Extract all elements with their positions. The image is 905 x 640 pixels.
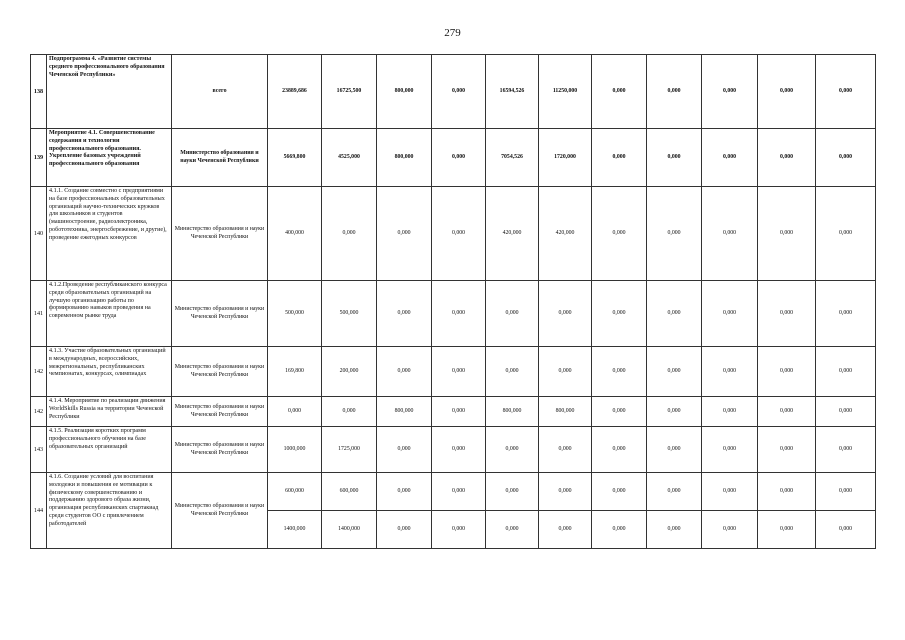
table-row <box>31 473 876 511</box>
amount-cell: 0,000 <box>702 397 758 427</box>
amount-cell: 0,000 <box>432 397 486 427</box>
measure-name: 4.1.4. Мероприятие по реализации движения WorldSkills Russia на территории Чеченской Республики <box>47 397 172 427</box>
amount-cell: 600,000 <box>322 473 377 511</box>
amount-cell: 0,000 <box>702 427 758 473</box>
amount-cell: 0,000 <box>539 511 592 549</box>
amount-cell: 0,000 <box>702 281 758 347</box>
amount-cell: 0,000 <box>647 473 702 511</box>
amount-cell: 500,000 <box>322 281 377 347</box>
amount-cell: 0,000 <box>758 511 816 549</box>
amount-cell: 0,000 <box>432 281 486 347</box>
row-number: 140 <box>31 187 47 281</box>
amount-cell: 0,000 <box>377 473 432 511</box>
amount-cell: 0,000 <box>758 427 816 473</box>
amount-cell: 0,000 <box>816 427 876 473</box>
row-number: 142 <box>31 397 47 427</box>
amount-cell: 200,000 <box>322 347 377 397</box>
amount-cell: 1720,000 <box>539 129 592 187</box>
amount-cell: 0,000 <box>432 129 486 187</box>
amount-cell: 420,000 <box>486 187 539 281</box>
amount-cell: 0,000 <box>702 55 758 129</box>
amount-cell: 800,000 <box>377 129 432 187</box>
measure-name: 4.1.1. Создание совместно с предприятиями на базе профессиональных образовательных организаций научно-технических кружков для школьников и студентов (машиностроение, радиоэлектроника, робототехника, энергосбережение, и другие), проведение ежегодных конкурсов <box>47 187 172 281</box>
amount-cell: 0,000 <box>486 347 539 397</box>
amount-cell: 0,000 <box>592 347 647 397</box>
amount-cell: 0,000 <box>377 347 432 397</box>
amount-cell: 0,000 <box>647 281 702 347</box>
amount-cell: 169,800 <box>268 347 322 397</box>
amount-cell: 420,000 <box>539 187 592 281</box>
table-row <box>31 129 876 187</box>
amount-cell: 1000,000 <box>268 427 322 473</box>
amount-cell: 0,000 <box>702 511 758 549</box>
amount-cell: 0,000 <box>539 347 592 397</box>
row-number: 143 <box>31 427 47 473</box>
amount-cell: 0,000 <box>758 55 816 129</box>
amount-cell: 0,000 <box>377 281 432 347</box>
amount-cell: 11250,000 <box>539 55 592 129</box>
amount-cell: 0,000 <box>647 55 702 129</box>
amount-cell: 0,000 <box>432 347 486 397</box>
amount-cell: 0,000 <box>758 397 816 427</box>
amount-cell: 0,000 <box>486 427 539 473</box>
amount-cell: 0,000 <box>647 347 702 397</box>
budget-table <box>30 54 876 549</box>
measure-name: Подпрограмма 4. «Развитие системы среднего профессионального образования Чеченской Республики» <box>47 55 172 129</box>
amount-cell: 16725,500 <box>322 55 377 129</box>
amount-cell: 400,000 <box>268 187 322 281</box>
amount-cell: 0,000 <box>647 129 702 187</box>
amount-cell: 23889,686 <box>268 55 322 129</box>
amount-cell: 0,000 <box>432 427 486 473</box>
executor: Министерство образования и науки Чеченской Республики <box>172 281 268 347</box>
amount-cell: 0,000 <box>322 397 377 427</box>
amount-cell: 0,000 <box>432 187 486 281</box>
amount-cell: 0,000 <box>647 397 702 427</box>
amount-cell: 1400,000 <box>322 511 377 549</box>
amount-cell: 800,000 <box>539 397 592 427</box>
measure-name: 4.1.3. Участие образовательных организаций в международных, всероссийских, межрегиональных, республиканских чемпионатах, конкурсах, олимпиадах <box>47 347 172 397</box>
amount-cell: 0,000 <box>539 427 592 473</box>
amount-cell: 0,000 <box>486 511 539 549</box>
amount-cell: 1725,000 <box>322 427 377 473</box>
amount-cell: 0,000 <box>377 427 432 473</box>
amount-cell: 0,000 <box>486 473 539 511</box>
amount-cell: 800,000 <box>486 397 539 427</box>
executor: всего <box>172 55 268 129</box>
amount-cell: 800,000 <box>377 55 432 129</box>
executor: Министерство образования и науки Чеченской Республики <box>172 427 268 473</box>
amount-cell: 0,000 <box>486 281 539 347</box>
amount-cell: 0,000 <box>647 511 702 549</box>
amount-cell: 0,000 <box>816 473 876 511</box>
amount-cell: 0,000 <box>592 129 647 187</box>
amount-cell: 0,000 <box>816 187 876 281</box>
amount-cell: 4525,000 <box>322 129 377 187</box>
amount-cell: 0,000 <box>816 55 876 129</box>
amount-cell: 0,000 <box>816 347 876 397</box>
amount-cell: 0,000 <box>592 55 647 129</box>
executor: Министерство образования и науки Чеченской Республики <box>172 187 268 281</box>
amount-cell: 0,000 <box>322 187 377 281</box>
row-number: 139 <box>31 129 47 187</box>
executor: Министерство образования и науки Чеченской Республики <box>172 129 268 187</box>
measure-name: 4.1.6. Создание условий для воспитания молодежи и повышения ее мотивации к физическому совершенствованию и поддержанию здорового образа жизни, организация республиканских спартакиад среди студентов ОО с привлечением работодателей <box>47 473 172 549</box>
amount-cell: 0,000 <box>702 129 758 187</box>
page-number: 279 <box>444 27 461 39</box>
amount-cell: 0,000 <box>816 281 876 347</box>
row-number: 144 <box>31 473 47 549</box>
amount-cell: 0,000 <box>702 473 758 511</box>
amount-cell: 0,000 <box>592 427 647 473</box>
table-row <box>31 347 876 397</box>
amount-cell: 0,000 <box>816 511 876 549</box>
amount-cell: 800,000 <box>377 397 432 427</box>
amount-cell: 0,000 <box>432 511 486 549</box>
amount-cell: 0,000 <box>432 473 486 511</box>
amount-cell: 0,000 <box>432 55 486 129</box>
table-row <box>31 55 876 129</box>
table-row <box>31 397 876 427</box>
amount-cell: 0,000 <box>377 187 432 281</box>
amount-cell: 0,000 <box>758 129 816 187</box>
amount-cell: 0,000 <box>816 397 876 427</box>
amount-cell: 0,000 <box>758 347 816 397</box>
amount-cell: 0,000 <box>592 187 647 281</box>
amount-cell: 500,000 <box>268 281 322 347</box>
amount-cell: 0,000 <box>268 397 322 427</box>
table-row <box>31 187 876 281</box>
amount-cell: 7054,526 <box>486 129 539 187</box>
amount-cell: 0,000 <box>592 511 647 549</box>
measure-name: 4.1.2.Проведение республиканского конкурса среди образовательных организаций на лучшую организацию работы по формированию навыков проведения на современном рынке труда <box>47 281 172 347</box>
amount-cell: 0,000 <box>592 473 647 511</box>
amount-cell: 0,000 <box>758 187 816 281</box>
amount-cell: 1400,000 <box>268 511 322 549</box>
table-body <box>31 55 876 549</box>
amount-cell: 0,000 <box>816 129 876 187</box>
amount-cell: 0,000 <box>758 473 816 511</box>
row-number: 141 <box>31 281 47 347</box>
amount-cell: 0,000 <box>702 347 758 397</box>
executor: Министерство образования и науки Чеченской Республики <box>172 397 268 427</box>
amount-cell: 5669,800 <box>268 129 322 187</box>
amount-cell: 0,000 <box>592 397 647 427</box>
amount-cell: 0,000 <box>377 511 432 549</box>
amount-cell: 16594,526 <box>486 55 539 129</box>
measure-name: Мероприятие 4.1. Совершенствование содержания и технологии профессионального образования. Укрепление базовых учреждений профессионального образования <box>47 129 172 187</box>
amount-cell: 0,000 <box>647 427 702 473</box>
table-row <box>31 427 876 473</box>
amount-cell: 600,000 <box>268 473 322 511</box>
table-row <box>31 281 876 347</box>
amount-cell: 0,000 <box>592 281 647 347</box>
row-number: 138 <box>31 55 47 129</box>
amount-cell: 0,000 <box>539 281 592 347</box>
row-number: 142 <box>31 347 47 397</box>
amount-cell: 0,000 <box>702 187 758 281</box>
executor: Министерство образования и науки Чеченской Республики <box>172 473 268 549</box>
measure-name: 4.1.5. Реализация коротких программ профессионального обучения на базе образовательных организаций <box>47 427 172 473</box>
amount-cell: 0,000 <box>758 281 816 347</box>
amount-cell: 0,000 <box>647 187 702 281</box>
amount-cell: 0,000 <box>539 473 592 511</box>
executor: Министерство образования и науки Чеченской Республики <box>172 347 268 397</box>
